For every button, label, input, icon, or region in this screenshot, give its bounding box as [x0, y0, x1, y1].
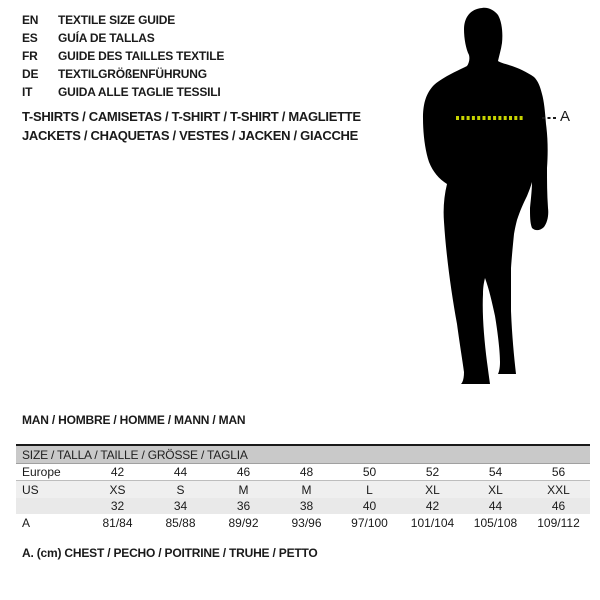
table-cell: M: [238, 482, 249, 497]
man-silhouette-shape: [423, 8, 548, 384]
section-title-man: MAN / HOMBRE / HOMME / MANN / MAN: [22, 413, 246, 427]
table-cell: S: [176, 482, 185, 497]
language-list: [22, 11, 224, 101]
table-row-chest-a: [16, 514, 590, 531]
measurement-label-a: A: [560, 108, 571, 125]
language-code: FR: [22, 49, 38, 63]
footnote-chest: A. (cm) CHEST / PECHO / POITRINE / TRUHE / PETTO: [22, 546, 318, 560]
table-cell: 46: [236, 465, 251, 479]
language-row: [22, 47, 224, 65]
row-label: US: [22, 482, 39, 497]
language-label: GUIDE DES TAILLES TEXTILE: [58, 49, 225, 63]
table-cell: 44: [173, 465, 188, 479]
table-cell: 48: [299, 465, 314, 479]
table-cell: 89/92: [228, 515, 259, 530]
row-label: Europe: [22, 465, 61, 479]
table-cell: 40: [362, 499, 377, 513]
table-cell: 46: [551, 499, 566, 513]
size-table-header: SIZE / TALLA / TAILLE / GRÖSSE / TAGLIA: [16, 446, 590, 464]
table-cell: XXL: [547, 482, 570, 497]
category-jackets: JACKETS / CHAQUETAS / VESTES / JACKEN / GIACCHE: [22, 127, 358, 143]
language-code: DE: [22, 67, 39, 81]
table-cell: XS: [109, 482, 126, 497]
language-code: ES: [22, 31, 38, 45]
table-cell: 42: [110, 465, 125, 479]
table-cell: 101/104: [410, 515, 455, 530]
table-cell: 109/112: [537, 515, 580, 530]
language-row: [22, 29, 224, 47]
table-cell: 97/100: [351, 515, 388, 530]
table-cell: L: [366, 482, 373, 497]
language-row: [22, 65, 224, 83]
table-cell: 105/108: [473, 515, 518, 530]
table-cell: 50: [362, 465, 377, 479]
language-label: GUÍA DE TALLAS: [58, 31, 155, 45]
man-silhouette: [420, 6, 560, 391]
table-row-us: [16, 481, 590, 498]
table-cell: 44: [488, 499, 503, 513]
table-cell: 93/96: [291, 515, 322, 530]
table-cell: 42: [425, 499, 440, 513]
table-cell: M: [301, 482, 312, 497]
table-row-europe: [16, 464, 590, 481]
category-list: [22, 108, 361, 145]
language-label: GUIDA ALLE TAGLIE TESSILI: [58, 85, 221, 99]
language-code: IT: [22, 85, 33, 99]
table-cell: 54: [488, 465, 503, 479]
category-tshirts: T-SHIRTS / CAMISETAS / T-SHIRT / T-SHIRT / MAGLIETTE: [22, 109, 361, 124]
table-cell: 32: [110, 499, 125, 513]
row-label: A: [22, 515, 31, 530]
table-cell: 56: [551, 465, 566, 479]
language-code: EN: [22, 13, 39, 27]
language-label: TEXTILGRÖßENFÜHRUNG: [58, 67, 207, 81]
table-row-us-numeric: [16, 498, 590, 514]
language-label: TEXTILE SIZE GUIDE: [58, 13, 176, 27]
table-cell: 52: [425, 465, 440, 479]
table-cell: 85/88: [165, 515, 196, 530]
table-cell: XL: [488, 482, 503, 497]
table-cell: 34: [173, 499, 188, 513]
table-cell: 36: [236, 499, 251, 513]
table-cell: XL: [425, 482, 440, 497]
table-cell: 81/84: [102, 515, 133, 530]
language-row: [22, 83, 224, 101]
table-cell: 38: [299, 499, 314, 513]
language-row: [22, 11, 224, 29]
size-table: [16, 444, 590, 531]
